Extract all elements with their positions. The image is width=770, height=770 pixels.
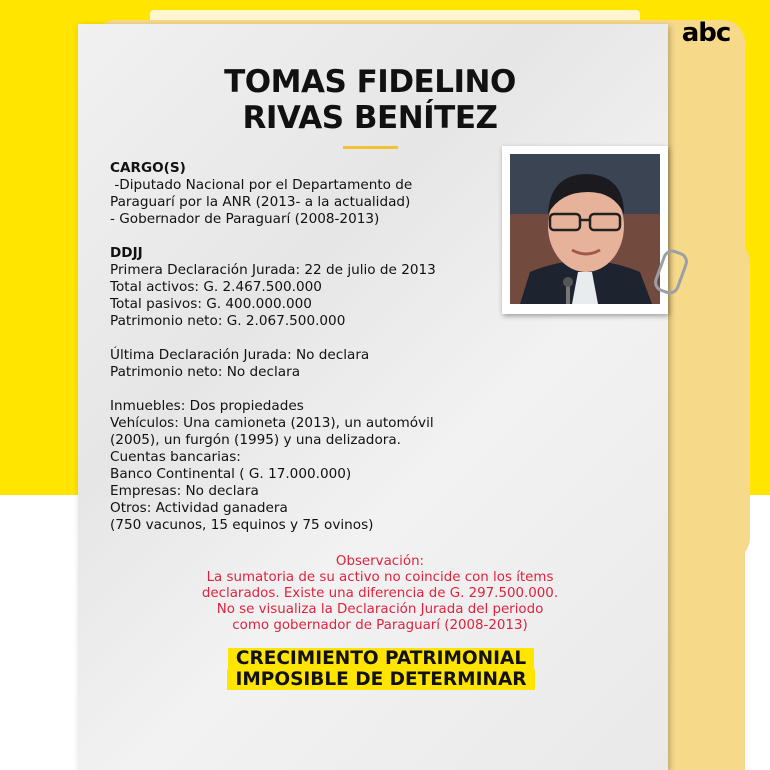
detail-line: Banco Continental ( G. 17.000.000) (110, 466, 352, 482)
observation-heading: Observación: (335, 554, 425, 569)
observation-line: No se visualiza la Declaración Jurada del periodo (216, 602, 544, 617)
title-line-1: TOMAS FIDELINO (224, 64, 516, 100)
title-divider (343, 146, 398, 149)
conclusion-line-2: IMPOSIBLE DE DETERMINAR (227, 669, 534, 690)
profile-details (110, 160, 490, 534)
detail-line: Total pasivos: G. 400.000.000 (110, 296, 312, 312)
observation-note (160, 554, 600, 634)
detail-line: Empresas: No declara (110, 483, 259, 499)
detail-line: Total activos: G. 2.467.500.000 (110, 279, 322, 295)
portrait-illustration (510, 154, 660, 304)
title-line-2: RIVAS BENÍTEZ (242, 100, 498, 136)
portrait-image (510, 154, 660, 304)
abc-logo: abc (681, 18, 731, 48)
detail-line: Otros: Actividad ganadera (110, 500, 288, 516)
detail-line: Cuentas bancarias: (110, 449, 241, 465)
observation-line: La sumatoria de su activo no coincide con los ítems (206, 570, 554, 585)
detail-line: Vehículos: Una camioneta (2013), un automóvil (110, 415, 434, 431)
detail-line: - Gobernador de Paraguarí (2008-2013) (110, 211, 380, 227)
observation-line: como gobernador de Paraguarí (2008-2013) (232, 618, 528, 633)
folder-tab (690, 240, 750, 560)
blank-line (110, 381, 490, 398)
conclusion-line-1: CRECIMIENTO PATRIMONIAL (228, 648, 534, 669)
detail-line: (2005), un furgón (1995) y una delizadora. (110, 432, 401, 448)
detail-line: -Diputado Nacional por el Departamento de (110, 177, 413, 193)
detail-line: Inmuebles: Dos propiedades (110, 398, 304, 414)
detail-line: Patrimonio neto: No declara (110, 364, 301, 380)
section-heading: DDJJ (110, 245, 143, 261)
detail-line: Patrimonio neto: G. 2.067.500.000 (110, 313, 346, 329)
conclusion-banner (216, 648, 546, 690)
portrait-photo (502, 146, 668, 314)
detail-line: Paraguarí por la ANR (2013- a la actualidad) (110, 194, 411, 210)
observation-line: declarados. Existe una diferencia de G. 297.500.000. (201, 586, 559, 601)
detail-line: (750 vacunos, 15 equinos y 75 ovinos) (110, 517, 374, 533)
blank-line (110, 330, 490, 347)
detail-line: Primera Declaración Jurada: 22 de julio de 2013 (110, 262, 436, 278)
blank-line (110, 228, 490, 245)
page-title (140, 64, 600, 136)
detail-line: Última Declaración Jurada: No declara (110, 347, 370, 363)
section-heading: CARGO(S) (110, 160, 186, 176)
